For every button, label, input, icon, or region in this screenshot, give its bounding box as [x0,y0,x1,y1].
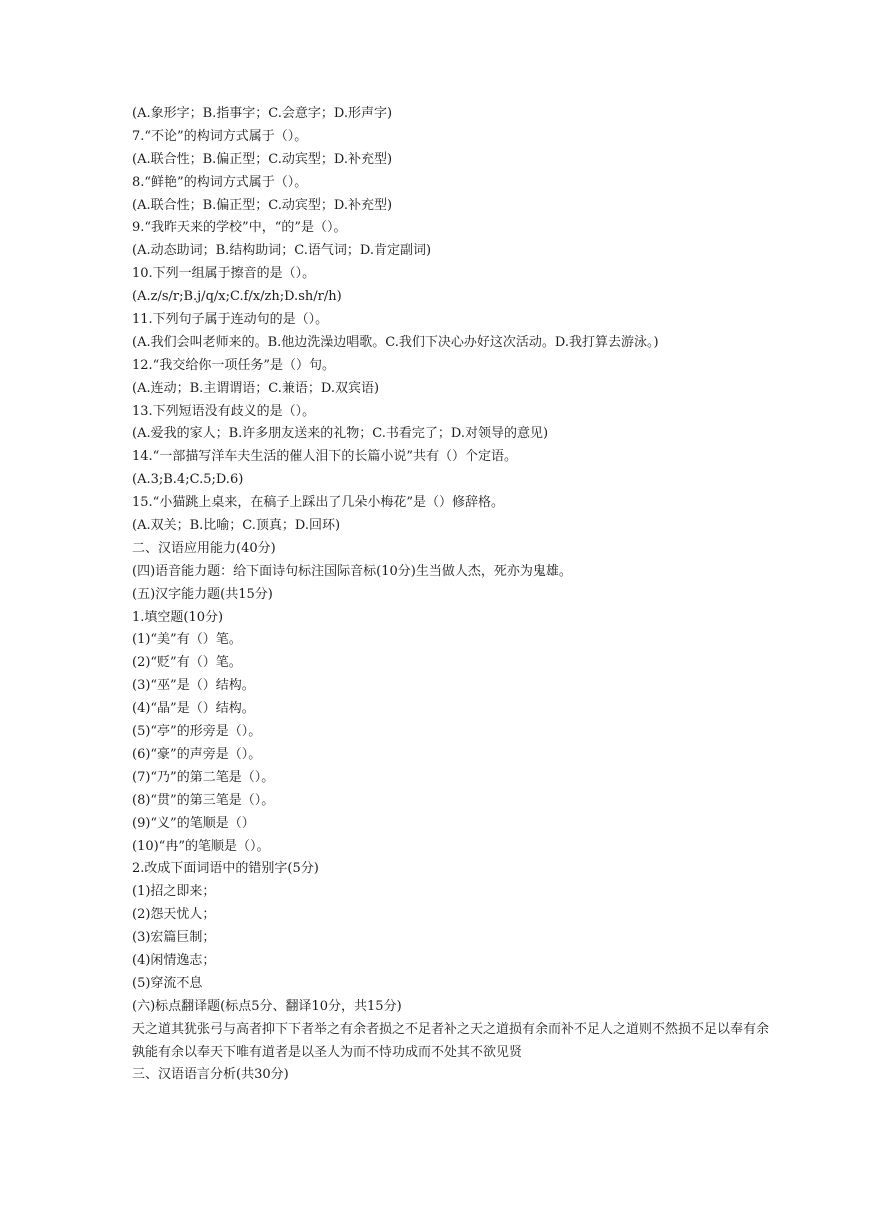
correction-item: (1)招之即来； [132,884,216,900]
options-line: (A.z/s/r;B.j/q/x;C.f/x/zh;D.sh/r/h) [132,289,342,305]
blank-item: (4)“晶”是（）结构。 [132,701,255,717]
correction-item: (4)闲情逸志； [132,952,216,968]
question-line: 12.“我交给你一项任务”是（）句。 [132,357,335,373]
section-heading: 二、汉语应用能力(40分) [132,540,276,556]
options-line: (A.3;B.4;C.5;D.6) [132,472,244,488]
options-line: (A.联合性；B.偏正型；C.动宾型；D.补充型) [132,197,393,213]
correction-item: (5)穿流不息 [132,975,203,991]
classical-text-paragraph: 天之道其犹张弓与高者抑下下者举之有余者损之不足者补之天之道损有余而补不足人之道则不然损不足以奉有余孰能有余以奉天下唯有道者是以圣人为而不恃功成而不处其不欲见贤 [132,1021,770,1060]
document-page [132,103,772,1087]
blank-item: (6)“豪”的声旁是（）。 [132,746,262,762]
blank-item: (3)“巫”是（）结构。 [132,678,255,694]
blank-item: (5)“亭”的形旁是（）。 [132,724,262,740]
question-line: 14.“一部描写洋车夫生活的催人泪下的长篇小说”共有（）个定语。 [132,449,517,465]
blank-item: (2)“贬”有（）笔。 [132,655,242,671]
options-line: (A.我们会叫老师来的。B.他边洗澡边唱歌。C.我们下决心办好这次活动。D.我打算去游泳。) [132,334,659,350]
options-line: (A.连动；B.主谓谓语；C.兼语；D.双宾语) [132,380,380,396]
blank-item: (7)“乃”的第二笔是（）。 [132,769,275,785]
options-line: (A.联合性；B.偏正型；C.动宾型；D.补充型) [132,151,393,167]
subsection-heading: (五)汉字能力题(共15分) [132,586,273,602]
options-line: (A.双关；B.比喻；C.顶真；D.回环) [132,518,341,534]
question-line: 2.改成下面词语中的错别字(5分) [132,861,319,877]
question-line: 7.“不论”的构词方式属于（）。 [132,128,308,144]
blank-item: (9)“义”的笔顺是（） [132,815,255,831]
question-line: 8.“鲜艳”的构词方式属于（）。 [132,174,308,190]
subsection-heading: (六)标点翻译题(标点5分、翻译10分，共15分) [132,998,402,1014]
question-line: 13.下列短语没有歧义的是（）。 [132,403,316,419]
question-line: 9.“我昨天来的学校”中，“的”是（）。 [132,220,347,236]
correction-item: (3)宏篇巨制； [132,930,216,946]
correction-item: (2)怨天忧人； [132,907,216,923]
options-line: (A.爱我的家人；B.许多朋友送来的礼物；C.书看完了；D.对领导的意见) [132,426,549,442]
question-line: 11.下列句子属于连动句的是（）。 [132,312,329,328]
question-line: 10.下列一组属于擦音的是（）。 [132,266,316,282]
section-heading: 三、汉语语言分析(共30分) [132,1067,289,1083]
subsection-heading: (四)语音能力题：给下面诗句标注国际音标(10分)生当做人杰，死亦为鬼雄。 [132,563,572,579]
blank-item: (10)“冉”的笔顺是（）。 [132,838,270,854]
blank-item: (1)“美”有（）笔。 [132,632,242,648]
question-line: 15.“小猫跳上桌来，在稿子上踩出了几朵小梅花”是（）修辞格。 [132,495,504,511]
text-line: (A.象形字；B.指事字；C.会意字；D.形声字) [132,106,393,121]
blank-item: (8)“贯”的第三笔是（）。 [132,792,275,808]
options-line: (A.动态助词；B.结构助词；C.语气词；D.肯定副词) [132,243,432,259]
question-line: 1.填空题(10分) [132,609,224,625]
